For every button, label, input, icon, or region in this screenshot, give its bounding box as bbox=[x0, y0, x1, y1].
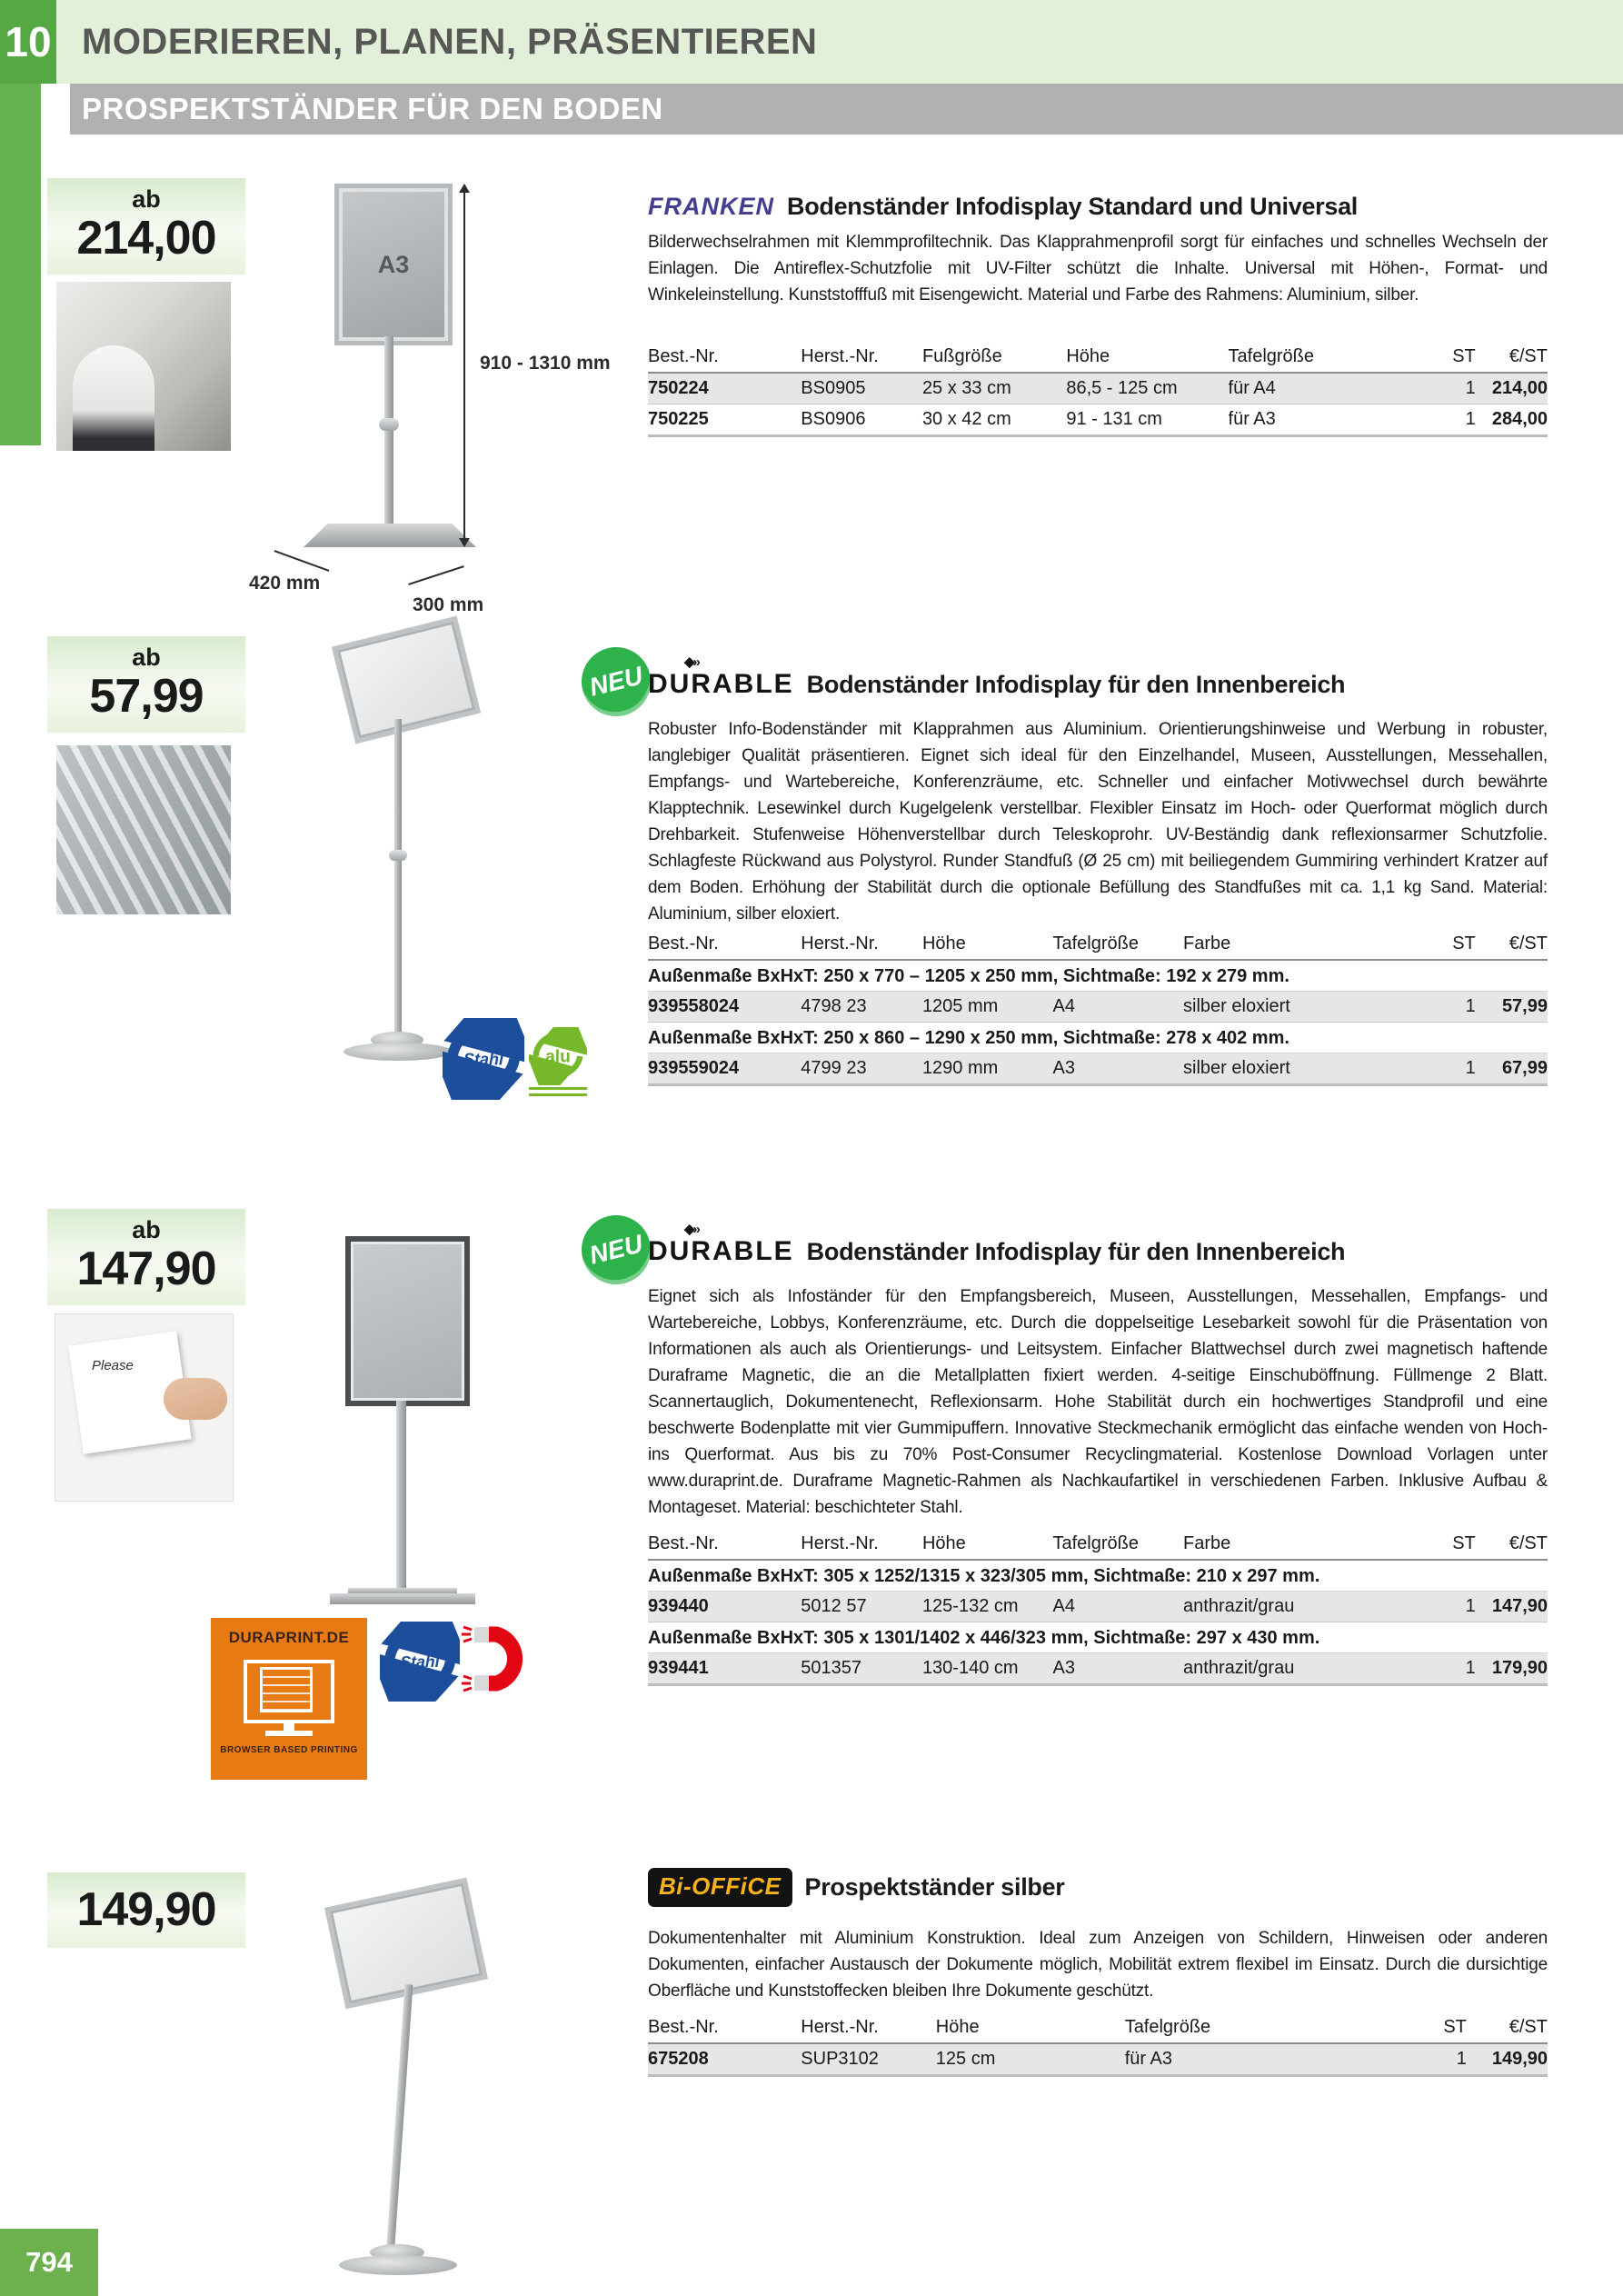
durable-arrows-icon: ◆» bbox=[684, 1222, 699, 1237]
page-number: 794 bbox=[25, 2246, 73, 2278]
cell: A3 bbox=[1052, 1653, 1183, 1685]
product-row bbox=[648, 992, 1548, 1023]
dimension-note: Außenmaße BxHxT: 305 x 1301/1402 x 446/323 mm, Sichtmaße: 297 x 430 mm. bbox=[648, 1622, 1548, 1653]
durable-logo: ◆» DURABLE bbox=[648, 654, 794, 699]
cell: 67,99 bbox=[1476, 1053, 1548, 1085]
frame-format-label: A3 bbox=[377, 250, 410, 278]
column-header: Höhe bbox=[922, 927, 1053, 960]
cell: 179,90 bbox=[1476, 1653, 1548, 1685]
cell: A3 bbox=[1052, 1053, 1183, 1085]
cell: 1205 mm bbox=[922, 992, 1053, 1023]
column-header: Best.-Nr. bbox=[648, 2011, 801, 2043]
stand-pole bbox=[394, 719, 402, 1044]
cell: 130-140 cm bbox=[922, 1653, 1053, 1685]
cell: 125 cm bbox=[936, 2043, 1125, 2076]
base-width-label: 300 mm bbox=[413, 594, 484, 615]
stand-pole bbox=[396, 1401, 406, 1593]
section-title-bar bbox=[70, 84, 1623, 135]
cell: für A3 bbox=[1229, 404, 1431, 436]
cell: für A3 bbox=[1125, 2043, 1359, 2076]
column-header: Herst.-Nr. bbox=[801, 927, 922, 960]
column-header: €/ST bbox=[1476, 1527, 1548, 1560]
product-heading-row bbox=[648, 193, 1548, 221]
alu-label: alu bbox=[545, 1047, 571, 1067]
alu-caption-lines bbox=[529, 1087, 587, 1098]
product-photo bbox=[55, 1313, 234, 1502]
height-dimension-label: 910 - 1310 mm bbox=[480, 353, 611, 374]
page-number-box bbox=[0, 2229, 98, 2296]
column-header: Tafelgröße bbox=[1125, 2011, 1359, 2043]
product-title: Bodenständer Infodisplay für den Innenbereich bbox=[806, 1237, 1346, 1265]
cell: BS0905 bbox=[801, 373, 922, 404]
new-badge: NEU bbox=[574, 1208, 658, 1292]
cell: 284,00 bbox=[1476, 404, 1548, 436]
cell: 1290 mm bbox=[922, 1053, 1053, 1085]
column-header: Tafelgröße bbox=[1229, 340, 1431, 373]
column-header: €/ST bbox=[1476, 340, 1548, 373]
dimension-note: Außenmaße BxHxT: 250 x 770 – 1205 x 250 mm, Sichtmaße: 192 x 279 mm. bbox=[648, 960, 1548, 992]
photo-hand bbox=[164, 1378, 227, 1420]
product-table bbox=[648, 1527, 1548, 1686]
cell: 1 bbox=[1426, 1653, 1475, 1685]
cell: silber eloxiert bbox=[1183, 1053, 1426, 1085]
product-row bbox=[648, 1653, 1548, 1685]
new-badge: NEU bbox=[574, 640, 658, 724]
dimension-arrow bbox=[463, 185, 465, 545]
cell: 939558024 bbox=[648, 992, 801, 1023]
height-adjust-knob bbox=[389, 850, 407, 861]
column-header: ST bbox=[1359, 2011, 1467, 2043]
photo-escalator bbox=[56, 745, 231, 914]
dimension-note-row bbox=[648, 1560, 1548, 1592]
magnet-icon bbox=[462, 1620, 525, 1698]
product-table bbox=[648, 340, 1548, 437]
chapter-banner bbox=[56, 0, 1623, 84]
cell: 4798 23 bbox=[801, 992, 922, 1023]
product-photo bbox=[56, 745, 231, 914]
column-header: Best.-Nr. bbox=[648, 1527, 801, 1560]
product-row bbox=[648, 404, 1548, 436]
display-frame bbox=[334, 184, 453, 345]
product-render-stand bbox=[295, 1877, 513, 2291]
product-photo bbox=[56, 282, 231, 451]
durable-arrows-icon: ◆» bbox=[684, 654, 699, 670]
price-value: 214,00 bbox=[76, 212, 216, 265]
column-header: Herst.-Nr. bbox=[801, 1527, 922, 1560]
height-adjust-knob bbox=[379, 418, 399, 431]
cell: 675208 bbox=[648, 2043, 801, 2076]
cell: 5012 57 bbox=[801, 1592, 922, 1622]
product-heading-row bbox=[648, 1222, 1548, 1267]
price-prefix: ab bbox=[132, 1216, 161, 1243]
product-heading-row bbox=[648, 654, 1548, 700]
chapter-edge-strip bbox=[0, 84, 41, 445]
stahl-recycling-icon bbox=[380, 1622, 460, 1702]
cell: 57,99 bbox=[1476, 992, 1548, 1023]
stand-base bbox=[344, 1043, 453, 1061]
price-prefix: ab bbox=[132, 185, 161, 213]
stand-pole bbox=[384, 336, 393, 525]
photo-person-silhouette bbox=[73, 345, 154, 451]
price-value: 147,90 bbox=[76, 1243, 216, 1295]
cell: 939441 bbox=[648, 1653, 801, 1685]
duraprint-subtitle: BROWSER BASED PRINTING bbox=[220, 1745, 358, 1755]
cell: 1 bbox=[1426, 1053, 1475, 1085]
table-header-row bbox=[648, 927, 1548, 960]
durable-logo: ◆» DURABLE bbox=[648, 1222, 794, 1266]
column-header: Höhe bbox=[1066, 340, 1228, 373]
cell: 147,90 bbox=[1476, 1592, 1548, 1622]
dimension-note: Außenmaße BxHxT: 250 x 860 – 1290 x 250 mm, Sichtmaße: 278 x 402 mm. bbox=[648, 1023, 1548, 1053]
product-heading-row bbox=[648, 1868, 1548, 1907]
product-description: Dokumentenhalter mit Aluminium Konstruktion. Ideal zum Anzeigen von Schildern, Hinweisen oder anderen Dokumenten, einfacher Austausch der Dokumente möglich, Mobilität extrem flexibel im Einsatz. Durch die dursichtige Oberfläche und Kunststoffecken bleiben Ihre Dokumente geschützt. bbox=[648, 1929, 1548, 2001]
product-title: Bodenständer Infodisplay für den Innenbereich bbox=[806, 670, 1346, 698]
alu-recycling-icon bbox=[529, 1027, 587, 1098]
table-header-row bbox=[648, 1527, 1548, 1560]
chapter-number-tab bbox=[0, 0, 56, 84]
column-header: Best.-Nr. bbox=[648, 927, 801, 960]
column-header: ST bbox=[1426, 927, 1475, 960]
column-header: Tafelgröße bbox=[1052, 1527, 1183, 1560]
product-render-stand bbox=[295, 1232, 513, 1613]
cell: 750224 bbox=[648, 373, 801, 404]
chapter-number: 10 bbox=[5, 18, 52, 65]
cell: BS0906 bbox=[801, 404, 922, 436]
monitor-foot bbox=[265, 1731, 313, 1736]
cell: 1 bbox=[1426, 992, 1475, 1023]
base-depth-label: 420 mm bbox=[249, 573, 321, 594]
monitor-stand bbox=[284, 1723, 294, 1731]
price-badge bbox=[47, 178, 245, 275]
cell: A4 bbox=[1052, 992, 1183, 1023]
cell: anthrazit/grau bbox=[1183, 1653, 1426, 1685]
column-header: Tafelgröße bbox=[1052, 927, 1183, 960]
product-row bbox=[648, 1592, 1548, 1622]
cell: A4 bbox=[1052, 1592, 1183, 1622]
column-header: Herst.-Nr. bbox=[801, 340, 922, 373]
stahl-label: Stahl bbox=[463, 1050, 504, 1069]
cell: silber eloxiert bbox=[1183, 992, 1426, 1023]
table-header-row bbox=[648, 2011, 1548, 2043]
franken-logo: FRANKEN bbox=[648, 193, 774, 220]
display-frame bbox=[345, 1236, 470, 1406]
product-row bbox=[648, 1053, 1548, 1085]
section-title: PROSPEKTSTÄNDER FÜR DEN BODEN bbox=[82, 92, 663, 125]
column-header: Farbe bbox=[1183, 1527, 1426, 1560]
column-header: Best.-Nr. bbox=[648, 340, 801, 373]
price-value: 57,99 bbox=[89, 670, 204, 723]
column-header: Herst.-Nr. bbox=[801, 2011, 936, 2043]
price-value: 149,90 bbox=[76, 1883, 216, 1936]
photo-sign-text: Please bbox=[92, 1358, 134, 1373]
dimension-arrow bbox=[408, 565, 463, 585]
duraprint-badge bbox=[211, 1618, 367, 1780]
column-header: ST bbox=[1426, 1527, 1475, 1560]
stahl-recycling-icon bbox=[443, 1018, 524, 1100]
cell: 30 x 42 cm bbox=[922, 404, 1066, 436]
column-header: €/ST bbox=[1467, 2011, 1548, 2043]
dimension-arrow bbox=[274, 550, 330, 572]
stahl-label: Stahl bbox=[400, 1652, 440, 1672]
column-header: ST bbox=[1430, 340, 1476, 373]
cell: 1 bbox=[1430, 373, 1476, 404]
column-header: Fußgröße bbox=[922, 340, 1066, 373]
cell: 1 bbox=[1430, 404, 1476, 436]
cell: 149,90 bbox=[1467, 2043, 1548, 2076]
cell: 214,00 bbox=[1476, 373, 1548, 404]
bioffice-logo: Bi-OFFiCE bbox=[648, 1868, 792, 1907]
product-table bbox=[648, 927, 1548, 1086]
price-badge bbox=[47, 636, 245, 733]
cell: 1 bbox=[1426, 1592, 1475, 1622]
product-description: Robuster Info-Bodenständer mit Klapprahmen aus Aluminium. Orientierungshinweise und Werbung in robuster, langlebiger Qualität präsentieren. Eignet sich ideal für den Einzelhandel, Museen, Ausstellungen, Messehallen, Empfangs- und Wartebereiche, Konferenzräume, etc. Schneller und einfacher Motivwechsel durch bewährte Klapptechnik. Lesewinkel durch Kugelgelenk verstellbar. Flexibler Einsatz im Hoch- oder Querformat möglich durch Drehbarkeit. Stufenweise Höhenverstellbar durch Teleskoprohr. UV-Beständig dank reflexionsarmer Schutzfolie. Schlagfeste Rückwand aus Polystyrol. Runder Standfuß (Ø 25 cm) mit beiliegendem Gummiring verhindert Kratzer auf dem Boden. Erhöhung der Stabilität durch die optionale Befüllung des Standfußes mit ca. 1,1 kg Sand. Material: Aluminium, silber eloxiert. bbox=[648, 720, 1548, 923]
monitor-icon bbox=[244, 1660, 334, 1723]
cell: SUP3102 bbox=[801, 2043, 936, 2076]
column-header: Höhe bbox=[936, 2011, 1125, 2043]
dimension-note-row bbox=[648, 960, 1548, 992]
price-badge bbox=[47, 1872, 245, 1948]
dimension-note-row bbox=[648, 1622, 1548, 1653]
dimension-note-row bbox=[648, 1023, 1548, 1053]
product-render-stand bbox=[249, 175, 630, 615]
cell: 939440 bbox=[648, 1592, 801, 1622]
cell: 91 - 131 cm bbox=[1066, 404, 1228, 436]
product-description: Bilderwechselrahmen mit Klemmprofiltechnik. Das Klapprahmenprofil sorgt für einfaches und schnelles Wechseln der Einlagen. Die Antireflex-Schutzfolie mit UV-Filter schützt die Inhalte. Universal mit Höhen-, Format- und Winkeleinstellung. Kunststofffuß mit Eisengewicht. Material und Farbe des Rahmens: Aluminium, silber. bbox=[648, 233, 1548, 304]
duraprint-title: DURAPRINT.DE bbox=[228, 1629, 350, 1646]
table-header-row bbox=[648, 340, 1548, 373]
cell: 125-132 cm bbox=[922, 1592, 1053, 1622]
cell: 4799 23 bbox=[801, 1053, 922, 1085]
stand-base bbox=[339, 2255, 457, 2275]
column-header: Farbe bbox=[1183, 927, 1426, 960]
product-render-stand bbox=[309, 623, 491, 1077]
product-table bbox=[648, 2011, 1548, 2077]
price-prefix: ab bbox=[132, 644, 161, 671]
cell: für A4 bbox=[1229, 373, 1431, 404]
display-frame bbox=[332, 615, 481, 744]
product-row bbox=[648, 2043, 1548, 2076]
stand-base bbox=[330, 1593, 475, 1604]
product-title: Prospektständer silber bbox=[804, 1873, 1065, 1901]
cell: 501357 bbox=[801, 1653, 922, 1685]
price-badge bbox=[47, 1209, 245, 1305]
product-row bbox=[648, 373, 1548, 404]
cell: anthrazit/grau bbox=[1183, 1592, 1426, 1622]
stand-pole bbox=[386, 1984, 413, 2257]
chapter-title: MODERIEREN, PLANEN, PRÄSENTIEREN bbox=[82, 21, 818, 62]
column-header: €/ST bbox=[1476, 927, 1548, 960]
product-title: Bodenständer Infodisplay Standard und Universal bbox=[787, 193, 1359, 220]
cell: 939559024 bbox=[648, 1053, 801, 1085]
cell: 25 x 33 cm bbox=[922, 373, 1066, 404]
cell: 1 bbox=[1359, 2043, 1467, 2076]
column-header: Höhe bbox=[922, 1527, 1053, 1560]
dimension-note: Außenmaße BxHxT: 305 x 1252/1315 x 323/305 mm, Sichtmaße: 210 x 297 mm. bbox=[648, 1560, 1548, 1592]
cell: 86,5 - 125 cm bbox=[1066, 373, 1228, 404]
cell: 750225 bbox=[648, 404, 801, 436]
product-description: Eignet sich als Infoständer für den Empfangsbereich, Museen, Ausstellungen, Messehallen, Empfangs- und Wartebereiche, Lobbys, Konferenzräume, etc. Durch die doppelseitige Lesebarkeit sowohl für die Präsentation von Informationen als auch als Orientierungs- und Leitsystem. Einfacher Blattwechsel durch zwei magnetisch haftende Duraframe Magnetic, die an die Metallplatten fixiert werden. 4-seitige Einschuböffnung. Füllmenge 2 Blatt. Scannertauglich, Dokumentenecht, Reflexionsarm. Hohe Stabilität durch ein hochwertiges Standprofil und eine beschwerte Bodenplatte mit vier Gummipuffern. Innovative Steckmechanik ermöglicht das einfache wenden von Hoch- ins Querformat. Aus bis zu 70% Post-Consumer Recyclingmaterial. Kostenlose Download Vorlagen unter www.duraprint.de. Duraframe Magnetic-Rahmen als Nachkaufartikel in verschiedenen Farben. Inklusive Aufbau & Montageset. Material: beschichteter Stahl. bbox=[648, 1287, 1548, 1517]
stand-base bbox=[304, 524, 476, 547]
